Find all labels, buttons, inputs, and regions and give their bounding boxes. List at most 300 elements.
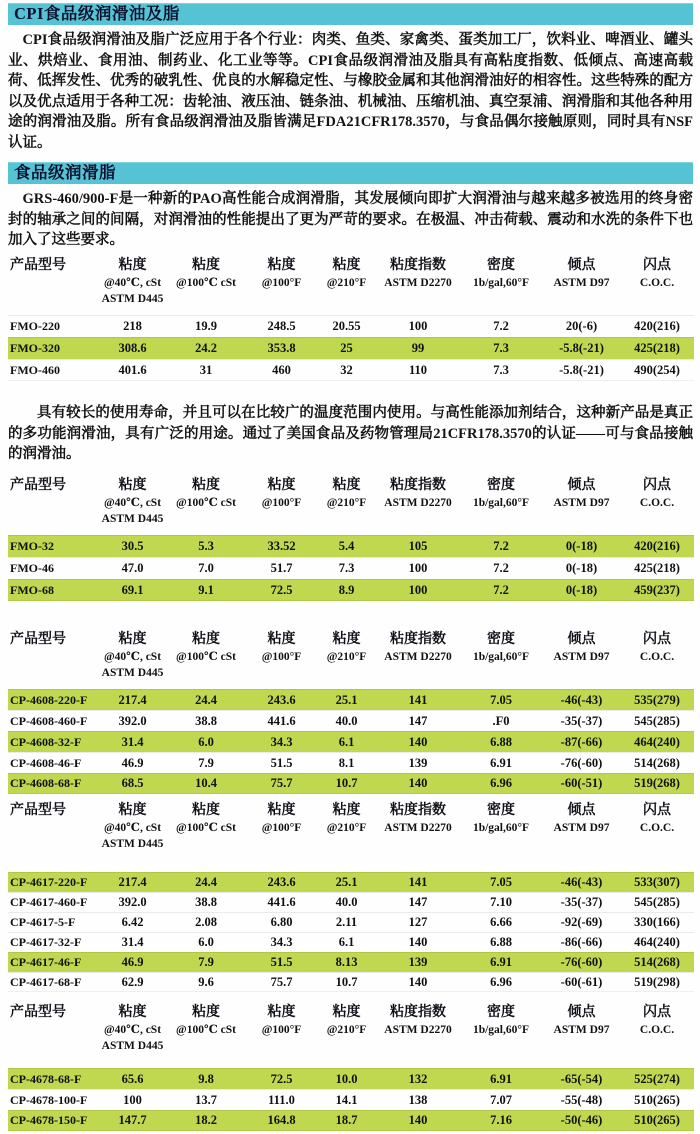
column-title: 粘度 <box>332 258 361 273</box>
column-title: 闪点 <box>643 632 671 647</box>
column-header <box>543 631 620 681</box>
cell-value: 100 <box>408 582 428 597</box>
table-header <box>8 802 694 852</box>
cell-value: 6.91 <box>490 1071 512 1086</box>
cell-value: 40.0 <box>335 713 358 728</box>
cell-value: 7.2 <box>493 319 509 333</box>
cell-value: .F0 <box>492 713 510 728</box>
cell-value: 18.2 <box>195 1113 217 1127</box>
cell-value: 7.2 <box>493 582 509 597</box>
column-header <box>247 477 316 527</box>
cell-value: 10.7 <box>335 776 358 790</box>
cell-model: CP-4678-100-F <box>10 1092 88 1107</box>
cell-value: 490(254) <box>634 362 680 377</box>
column-subtitle: C.O.C. <box>639 822 675 834</box>
cell-value: 111.0 <box>268 1092 295 1107</box>
column-subtitle: @100°F <box>261 651 302 663</box>
cell-value: 7.16 <box>490 1113 512 1127</box>
cell-value: -46(-43) <box>560 692 603 707</box>
column-title: 粘度指数 <box>390 258 446 273</box>
cell-value: 164.8 <box>267 1113 296 1127</box>
cell-value: 0(-18) <box>565 539 598 553</box>
column-title: 粘度 <box>332 803 361 818</box>
cell-value: 99 <box>411 341 425 355</box>
cell-value: 441.6 <box>267 713 296 728</box>
cell-value: -76(-60) <box>560 755 603 770</box>
column-header <box>620 1004 694 1054</box>
column-header <box>620 477 694 527</box>
table-body <box>8 535 694 601</box>
column-subtitle: @100°F <box>261 497 302 509</box>
column-header <box>8 631 100 681</box>
cell-value: 100 <box>123 1092 142 1107</box>
column-title: 粘度 <box>267 803 296 818</box>
section-bar-grease <box>8 162 693 184</box>
cell-model: CP-4678-68-F <box>10 1071 82 1086</box>
column-title: 产品型号 <box>10 478 66 493</box>
column-subtitle: ASTM D97 <box>553 822 610 834</box>
column-header <box>165 257 247 307</box>
cell-value: 8.13 <box>335 955 358 969</box>
column-title: 产品型号 <box>10 632 66 647</box>
cell-model: FMO-32 <box>10 539 54 553</box>
cell-value: 6.88 <box>490 935 512 949</box>
cell-value: 140 <box>408 974 428 989</box>
column-subtitle: @210°F <box>326 1024 367 1036</box>
table-row <box>8 752 694 773</box>
spec-table-fmo-light <box>8 477 694 601</box>
cell-value: 75.7 <box>270 776 293 790</box>
table-body <box>8 689 694 794</box>
column-title: 闪点 <box>643 803 671 818</box>
table-body <box>8 315 694 381</box>
cell-value: 127 <box>408 915 428 929</box>
cell-value: 100 <box>408 319 428 333</box>
cell-value: 510(265) <box>634 1113 680 1127</box>
cell-value: 7.9 <box>198 955 214 969</box>
cell-value: 105 <box>408 539 428 553</box>
cell-value: 7.07 <box>490 1092 512 1107</box>
column-title: 产品型号 <box>10 1005 66 1020</box>
column-subtitle: ASTM D2270 <box>384 822 452 834</box>
column-title: 倾点 <box>567 478 596 493</box>
cell-value: -92(-69) <box>560 915 603 929</box>
column-subtitle: ASTM D97 <box>553 277 610 289</box>
column-title: 粘度 <box>267 632 296 647</box>
column-subtitle: ASTM D97 <box>553 651 610 663</box>
column-title: 粘度 <box>267 258 296 273</box>
cell-value: 459(237) <box>634 582 680 597</box>
column-subtitle: @40℃, cSt <box>103 497 162 509</box>
table-row <box>8 1089 694 1110</box>
cell-value: 25 <box>340 341 353 355</box>
cell-value: -60(-51) <box>560 776 603 790</box>
cell-model: CP-4617-460-F <box>10 895 88 909</box>
column-header <box>459 1004 543 1054</box>
column-header <box>543 257 620 307</box>
cell-value: 545(285) <box>634 895 680 909</box>
cell-model: CP-4617-46-F <box>10 955 82 969</box>
cell-value: 7.05 <box>490 875 512 889</box>
cell-value: 519(268) <box>634 776 680 790</box>
cell-value: 535(279) <box>634 692 680 707</box>
cell-value: 10.7 <box>335 974 358 989</box>
cell-value: 24.4 <box>195 692 217 707</box>
column-title: 闪点 <box>643 258 671 273</box>
column-title: 粘度指数 <box>390 1005 446 1020</box>
column-title: 粘度 <box>118 632 147 647</box>
cell-model: CP-4678-150-F <box>10 1113 88 1127</box>
column-header <box>316 477 377 527</box>
column-header <box>459 802 543 852</box>
cell-value: 140 <box>408 776 428 790</box>
column-header <box>543 1004 620 1054</box>
column-subtitle: @210°F <box>326 822 367 834</box>
column-header <box>459 477 543 527</box>
column-header <box>377 631 459 681</box>
column-title: 产品型号 <box>10 803 66 818</box>
column-header <box>100 802 165 852</box>
cell-value: 46.9 <box>121 755 144 770</box>
cell-value: 9.8 <box>198 1071 214 1086</box>
column-title: 倾点 <box>567 258 596 273</box>
cell-value: 38.8 <box>195 713 217 728</box>
column-title: 倾点 <box>567 1005 596 1020</box>
column-title: 闪点 <box>643 1005 671 1020</box>
table-row <box>8 557 694 579</box>
cell-value: 46.9 <box>121 955 144 969</box>
cell-value: 533(307) <box>634 875 680 889</box>
column-header <box>459 257 543 307</box>
column-subtitle: @100℃ cSt <box>176 277 236 289</box>
cell-value: 7.9 <box>198 755 214 770</box>
column-title: 粘度 <box>267 478 296 493</box>
section-bar-oils <box>8 3 693 25</box>
column-title: 粘度 <box>332 632 361 647</box>
cell-value: 6.0 <box>198 734 214 749</box>
column-subtitle: C.O.C. <box>639 651 675 663</box>
cell-value: 514(268) <box>634 955 680 969</box>
cell-value: 139 <box>408 955 428 969</box>
table-row <box>8 972 694 992</box>
column-subtitle2: ASTM D445 <box>101 838 164 850</box>
spec-table-cp4617 <box>8 802 694 992</box>
cell-model: CP-4617-32-F <box>10 935 82 949</box>
column-title: 密度 <box>487 632 515 647</box>
cell-value: 20.55 <box>332 319 361 333</box>
column-subtitle: @100°F <box>261 822 302 834</box>
cell-value: 6.0 <box>198 935 214 949</box>
table-row <box>8 912 694 932</box>
cell-value: -65(-54) <box>560 1071 603 1086</box>
column-header <box>100 257 165 307</box>
cell-value: 25.1 <box>335 875 358 889</box>
cell-value: 14.1 <box>335 1092 358 1107</box>
cell-value: 6.1 <box>338 734 355 749</box>
mid-paragraph: 具有较长的使用寿命，并且可以在比较广的温度范围内使用。与高性能添加剂结合，这种新产品是真正的多功能润滑油，具有广泛的用途。通过了美国食品及药物管理局21CFR178.3570的认证——可与食品接触的润滑油。 <box>8 405 693 463</box>
table-row <box>8 710 694 731</box>
cell-value: 19.9 <box>195 319 217 333</box>
column-header <box>620 802 694 852</box>
column-header <box>100 631 165 681</box>
column-subtitle: @210°F <box>326 277 367 289</box>
cell-value: 31.4 <box>121 935 144 949</box>
column-subtitle: 1b/gal,60°F <box>472 651 530 663</box>
column-subtitle: ASTM D97 <box>553 497 610 509</box>
cell-value: 31 <box>199 362 213 377</box>
cell-value: 420(216) <box>634 539 680 553</box>
cell-value: 141 <box>408 875 428 889</box>
cell-value: 147.7 <box>118 1113 147 1127</box>
column-subtitle: C.O.C. <box>639 1024 675 1036</box>
cell-model: CP-4608-460-F <box>10 713 88 728</box>
cell-value: 147 <box>408 895 428 909</box>
cell-value: 243.6 <box>267 692 296 707</box>
cell-model: CP-4617-5-F <box>10 915 76 929</box>
cell-value: 330(166) <box>634 915 680 929</box>
cell-value: 545(285) <box>634 713 680 728</box>
cell-value: 7.3 <box>493 362 509 377</box>
column-title: 密度 <box>487 258 515 273</box>
cell-value: 75.7 <box>270 974 293 989</box>
cell-value: 7.10 <box>490 895 512 909</box>
column-subtitle: 1b/gal,60°F <box>472 1024 530 1036</box>
column-subtitle2: ASTM D445 <box>101 293 164 305</box>
column-subtitle: @40℃, cSt <box>103 277 162 289</box>
cell-model: CP-4608-220-F <box>10 692 88 707</box>
cell-value: 6.1 <box>338 935 355 949</box>
table-row <box>8 315 694 337</box>
cell-value: 72.5 <box>270 582 293 597</box>
cell-value: 464(240) <box>634 935 680 949</box>
cell-value: 34.3 <box>270 734 293 749</box>
table-row <box>8 932 694 952</box>
column-subtitle: 1b/gal,60°F <box>472 277 530 289</box>
cell-value: 20(-6) <box>565 319 598 333</box>
cell-value: 7.3 <box>493 341 509 355</box>
column-subtitle: ASTM D2270 <box>384 1024 452 1036</box>
cell-value: 0(-18) <box>565 561 598 575</box>
table-row <box>8 359 694 381</box>
column-header <box>459 631 543 681</box>
column-subtitle: 1b/gal,60°F <box>472 822 530 834</box>
column-title: 粘度 <box>192 1005 220 1020</box>
cell-value: -35(-37) <box>560 895 603 909</box>
column-subtitle: @100℃ cSt <box>176 651 236 663</box>
cell-value: 8.9 <box>338 582 355 597</box>
cell-value: 5.3 <box>198 539 214 553</box>
cell-model: FMO-460 <box>10 362 60 377</box>
cell-value: 7.0 <box>198 561 214 575</box>
table-row <box>8 952 694 972</box>
column-header <box>165 631 247 681</box>
spec-table-cp4678 <box>8 1004 694 1131</box>
column-title: 粘度 <box>192 478 220 493</box>
column-header <box>620 631 694 681</box>
column-header <box>316 802 377 852</box>
table-row <box>8 579 694 601</box>
table-header <box>8 477 694 527</box>
column-subtitle2: ASTM D445 <box>101 513 164 525</box>
cell-value: 34.3 <box>270 935 293 949</box>
cell-value: 401.6 <box>118 362 147 377</box>
cell-value: 100 <box>408 561 428 575</box>
column-header <box>316 631 377 681</box>
cell-value: 25.1 <box>335 692 358 707</box>
cell-value: 110 <box>408 362 428 377</box>
table-row <box>8 773 694 794</box>
cell-value: 441.6 <box>267 895 296 909</box>
cell-value: 525(274) <box>634 1071 680 1086</box>
cell-value: 464(240) <box>634 734 680 749</box>
section-title-oils: CPI食品级润滑油及脂 <box>14 4 180 24</box>
column-subtitle2: ASTM D445 <box>101 667 164 679</box>
column-header <box>8 802 100 852</box>
column-header <box>100 477 165 527</box>
cell-value: 7.3 <box>338 561 355 575</box>
cell-value: 24.4 <box>195 875 217 889</box>
cell-value: 40.0 <box>335 895 358 909</box>
cell-value: -87(-66) <box>560 734 603 749</box>
cell-model: FMO-46 <box>10 561 54 575</box>
column-header <box>377 802 459 852</box>
table-header <box>8 257 694 307</box>
table-row <box>8 535 694 557</box>
cell-value: 140 <box>408 1113 428 1127</box>
cell-value: 6.91 <box>490 755 512 770</box>
cell-value: -86(-66) <box>560 935 603 949</box>
cell-value: 392.0 <box>118 713 147 728</box>
column-subtitle2: ASTM D445 <box>101 1040 164 1052</box>
cell-model: CP-4608-68-F <box>10 776 82 790</box>
column-header <box>377 477 459 527</box>
column-title: 粘度 <box>118 478 147 493</box>
cell-value: 9.1 <box>198 582 214 597</box>
column-title: 倾点 <box>567 803 596 818</box>
table-row <box>8 1110 694 1131</box>
cell-value: 460 <box>272 362 291 377</box>
column-subtitle: @40℃, cSt <box>103 822 162 834</box>
table-row <box>8 1068 694 1089</box>
column-subtitle: @210°F <box>326 497 367 509</box>
cell-value: 248.5 <box>267 319 296 333</box>
column-subtitle: @100℃ cSt <box>176 497 236 509</box>
column-title: 闪点 <box>643 478 671 493</box>
column-header <box>247 257 316 307</box>
column-title: 倾点 <box>567 632 596 647</box>
cell-value: 8.1 <box>338 755 355 770</box>
column-header <box>543 477 620 527</box>
column-header <box>620 257 694 307</box>
cell-value: 13.7 <box>195 1092 217 1107</box>
column-title: 粘度 <box>118 803 147 818</box>
column-subtitle: @40℃, cSt <box>103 651 162 663</box>
column-title: 粘度 <box>192 258 220 273</box>
cell-value: 2.08 <box>195 915 217 929</box>
cell-value: 6.66 <box>490 915 512 929</box>
cell-value: 68.5 <box>121 776 144 790</box>
column-subtitle: @100°F <box>261 1024 302 1036</box>
cell-value: 32 <box>340 362 353 377</box>
cell-value: 6.91 <box>490 955 512 969</box>
cell-value: 7.2 <box>493 539 509 553</box>
column-title: 粘度 <box>192 632 220 647</box>
cell-value: 31.4 <box>121 734 144 749</box>
column-header <box>377 257 459 307</box>
table-row <box>8 892 694 912</box>
cell-value: 18.7 <box>335 1113 358 1127</box>
column-title: 粘度指数 <box>390 632 446 647</box>
column-subtitle: @210°F <box>326 651 367 663</box>
cell-value: 353.8 <box>267 341 296 355</box>
cell-value: 51.5 <box>270 955 293 969</box>
cell-value: 147 <box>408 713 428 728</box>
column-header <box>316 1004 377 1054</box>
cell-value: 141 <box>408 692 428 707</box>
spec-table-cp4608 <box>8 631 694 794</box>
cell-value: 62.9 <box>121 974 144 989</box>
column-title: 密度 <box>487 1005 515 1020</box>
column-subtitle: @100℃ cSt <box>176 1024 236 1036</box>
column-header <box>165 477 247 527</box>
column-title: 粘度指数 <box>390 478 446 493</box>
cell-value: 24.2 <box>195 341 217 355</box>
cell-value: 217.4 <box>118 692 147 707</box>
table-header <box>8 1004 694 1054</box>
column-title: 粘度 <box>118 1005 147 1020</box>
cell-value: 30.5 <box>121 539 144 553</box>
column-header <box>165 802 247 852</box>
cell-value: 47.0 <box>121 561 144 575</box>
cell-value: 425(218) <box>634 561 680 575</box>
cell-value: 308.6 <box>118 341 147 355</box>
cell-value: 217.4 <box>118 875 147 889</box>
column-title: 粘度 <box>267 1005 296 1020</box>
cell-value: 392.0 <box>118 895 147 909</box>
cell-value: 519(298) <box>634 974 680 989</box>
cell-value: 5.4 <box>338 539 355 553</box>
cell-model: CP-4608-32-F <box>10 734 82 749</box>
column-header <box>377 1004 459 1054</box>
cell-value: 10.0 <box>335 1071 358 1086</box>
cell-value: 510(265) <box>634 1092 680 1107</box>
column-subtitle: @40℃, cSt <box>103 1024 162 1036</box>
cell-value: 72.5 <box>270 1071 293 1086</box>
column-subtitle: ASTM D2270 <box>384 277 452 289</box>
cell-value: 51.5 <box>270 755 293 770</box>
cell-value: 51.7 <box>270 561 293 575</box>
cell-value: 38.8 <box>195 895 217 909</box>
cell-model: FMO-220 <box>10 319 60 333</box>
column-title: 粘度 <box>332 478 361 493</box>
column-title: 产品型号 <box>10 258 66 273</box>
cell-value: -60(-61) <box>560 974 603 989</box>
cell-value: 6.88 <box>490 734 512 749</box>
cell-value: 218 <box>123 319 142 333</box>
cell-value: 9.6 <box>198 974 214 989</box>
column-subtitle: 1b/gal,60°F <box>472 497 530 509</box>
table-header <box>8 631 694 681</box>
column-header <box>247 1004 316 1054</box>
column-title: 密度 <box>487 803 515 818</box>
cell-value: 425(218) <box>634 341 680 355</box>
cell-value: -46(-43) <box>560 875 603 889</box>
cell-value: 7.05 <box>490 692 512 707</box>
table-body <box>8 1068 694 1131</box>
cell-value: 33.52 <box>267 539 296 553</box>
column-header <box>100 1004 165 1054</box>
cell-model: FMO-320 <box>10 341 60 355</box>
